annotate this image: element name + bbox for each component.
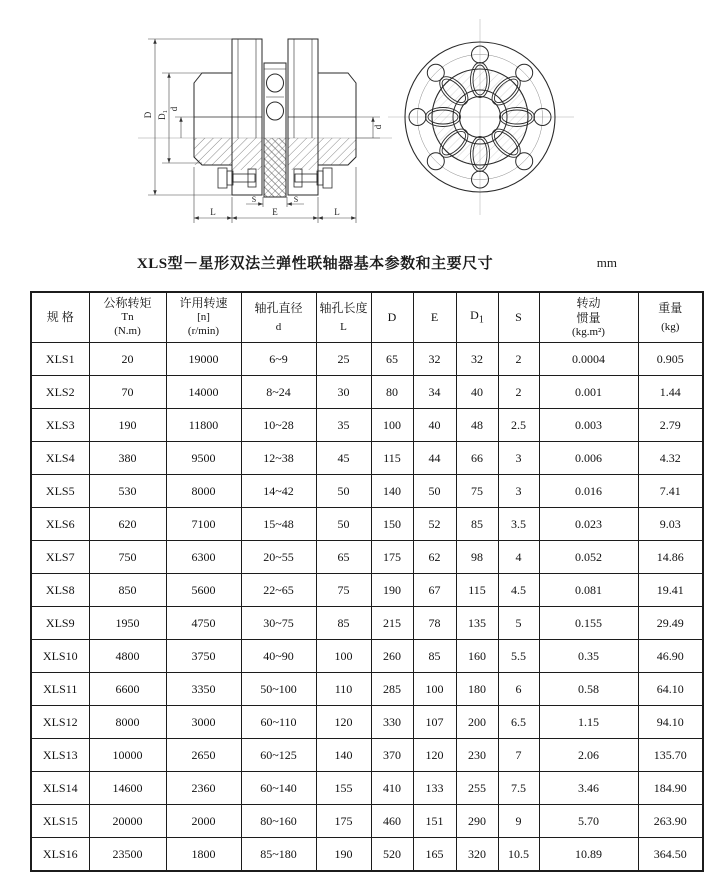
- cell-length-L: 25: [316, 343, 371, 376]
- cell-D1: 180: [456, 673, 498, 706]
- cell-bore-d: 14~42: [241, 475, 316, 508]
- cell-E: 78: [413, 607, 456, 640]
- cell-D: 285: [371, 673, 413, 706]
- col-torque: 公称转矩 Tn (N.m): [89, 292, 166, 343]
- cell-weight: 14.86: [638, 541, 703, 574]
- cell-inertia: 0.081: [539, 574, 638, 607]
- cell-model: XLS3: [31, 409, 89, 442]
- cell-length-L: 100: [316, 640, 371, 673]
- cell-speed: 6300: [166, 541, 241, 574]
- cell-speed: 3000: [166, 706, 241, 739]
- cell-weight: 64.10: [638, 673, 703, 706]
- cell-S: 6: [498, 673, 539, 706]
- cell-speed: 5600: [166, 574, 241, 607]
- cell-E: 52: [413, 508, 456, 541]
- cell-weight: 263.90: [638, 805, 703, 838]
- cell-torque: 23500: [89, 838, 166, 872]
- cell-speed: 9500: [166, 442, 241, 475]
- dim-label-S-left: S: [251, 195, 257, 204]
- cell-E: 100: [413, 673, 456, 706]
- cell-model: XLS1: [31, 343, 89, 376]
- cell-torque: 8000: [89, 706, 166, 739]
- cell-bore-d: 50~100: [241, 673, 316, 706]
- cell-bore-d: 20~55: [241, 541, 316, 574]
- cell-length-L: 75: [316, 574, 371, 607]
- cell-length-L: 50: [316, 508, 371, 541]
- cell-S: 5.5: [498, 640, 539, 673]
- cell-bore-d: 80~160: [241, 805, 316, 838]
- cell-bore-d: 85~180: [241, 838, 316, 872]
- cell-inertia: 0.35: [539, 640, 638, 673]
- cell-D1: 320: [456, 838, 498, 872]
- cell-weight: 19.41: [638, 574, 703, 607]
- cell-D: 100: [371, 409, 413, 442]
- cell-weight: 0.905: [638, 343, 703, 376]
- cell-D: 370: [371, 739, 413, 772]
- cell-weight: 29.49: [638, 607, 703, 640]
- cell-model: XLS14: [31, 772, 89, 805]
- cell-torque: 4800: [89, 640, 166, 673]
- cell-weight: 4.32: [638, 442, 703, 475]
- cell-E: 62: [413, 541, 456, 574]
- cell-S: 5: [498, 607, 539, 640]
- table-row: [31, 574, 703, 607]
- cell-weight: 94.10: [638, 706, 703, 739]
- cell-D1: 48: [456, 409, 498, 442]
- cell-speed: 11800: [166, 409, 241, 442]
- cell-E: 85: [413, 640, 456, 673]
- cell-weight: 1.44: [638, 376, 703, 409]
- table-row: [31, 706, 703, 739]
- cell-inertia: 0.016: [539, 475, 638, 508]
- cell-D: 140: [371, 475, 413, 508]
- table-row: [31, 442, 703, 475]
- cell-torque: 190: [89, 409, 166, 442]
- cell-model: XLS13: [31, 739, 89, 772]
- cell-torque: 10000: [89, 739, 166, 772]
- table-row: [31, 475, 703, 508]
- cell-D: 115: [371, 442, 413, 475]
- cell-speed: 2000: [166, 805, 241, 838]
- col-weight: 重量 (kg): [638, 292, 703, 343]
- cell-bore-d: 6~9: [241, 343, 316, 376]
- cell-D: 410: [371, 772, 413, 805]
- cell-length-L: 85: [316, 607, 371, 640]
- table-row: [31, 805, 703, 838]
- cell-inertia: 10.89: [539, 838, 638, 872]
- table-row: [31, 508, 703, 541]
- cell-weight: 184.90: [638, 772, 703, 805]
- cell-model: XLS9: [31, 607, 89, 640]
- cell-S: 4: [498, 541, 539, 574]
- technical-drawing: [100, 5, 600, 245]
- cell-inertia: 0.58: [539, 673, 638, 706]
- cell-speed: 2360: [166, 772, 241, 805]
- table-row: [31, 607, 703, 640]
- cell-length-L: 65: [316, 541, 371, 574]
- cell-E: 50: [413, 475, 456, 508]
- cell-torque: 70: [89, 376, 166, 409]
- cell-torque: 380: [89, 442, 166, 475]
- table-row: [31, 541, 703, 574]
- cell-inertia: 0.0004: [539, 343, 638, 376]
- cell-weight: 9.03: [638, 508, 703, 541]
- cell-inertia: 0.003: [539, 409, 638, 442]
- cell-D: 460: [371, 805, 413, 838]
- col-E: E: [413, 292, 456, 343]
- cell-S: 3: [498, 475, 539, 508]
- table-row: [31, 343, 703, 376]
- cell-torque: 850: [89, 574, 166, 607]
- page-title: XLS型－星形双法兰弹性联轴器基本参数和主要尺寸: [136, 256, 494, 272]
- cell-model: XLS15: [31, 805, 89, 838]
- cell-D1: 85: [456, 508, 498, 541]
- left-bolt: [218, 168, 256, 188]
- cell-model: XLS6: [31, 508, 89, 541]
- dim-label-S-right: S: [293, 195, 299, 204]
- cell-D1: 255: [456, 772, 498, 805]
- cell-inertia: 5.70: [539, 805, 638, 838]
- cell-length-L: 120: [316, 706, 371, 739]
- cell-S: 9: [498, 805, 539, 838]
- cell-E: 32: [413, 343, 456, 376]
- cell-inertia: 0.006: [539, 442, 638, 475]
- cell-length-L: 110: [316, 673, 371, 706]
- cell-model: XLS12: [31, 706, 89, 739]
- col-model: 规 格: [31, 292, 89, 343]
- cell-speed: 7100: [166, 508, 241, 541]
- cell-torque: 1950: [89, 607, 166, 640]
- cell-speed: 8000: [166, 475, 241, 508]
- col-D1: $D_1$: [456, 292, 498, 343]
- cell-D1: 98: [456, 541, 498, 574]
- cell-D: 215: [371, 607, 413, 640]
- cell-E: 40: [413, 409, 456, 442]
- cell-torque: 20: [89, 343, 166, 376]
- cell-speed: 3350: [166, 673, 241, 706]
- cell-model: XLS11: [31, 673, 89, 706]
- cell-E: 44: [413, 442, 456, 475]
- table-body: [31, 343, 703, 872]
- cell-speed: 2650: [166, 739, 241, 772]
- cell-S: 7.5: [498, 772, 539, 805]
- cell-length-L: 155: [316, 772, 371, 805]
- cell-S: 4.5: [498, 574, 539, 607]
- cell-D1: 290: [456, 805, 498, 838]
- cell-D1: 40: [456, 376, 498, 409]
- col-speed: 许用转速 [n] (r/min): [166, 292, 241, 343]
- dim-label-E: E: [272, 207, 278, 217]
- cell-E: 34: [413, 376, 456, 409]
- cell-inertia: 0.052: [539, 541, 638, 574]
- cell-bore-d: 8~24: [241, 376, 316, 409]
- cell-weight: 135.70: [638, 739, 703, 772]
- cell-model: XLS4: [31, 442, 89, 475]
- cell-E: 107: [413, 706, 456, 739]
- cell-S: 6.5: [498, 706, 539, 739]
- dim-label-d-right: d: [373, 124, 383, 130]
- cell-length-L: 35: [316, 409, 371, 442]
- cell-E: 120: [413, 739, 456, 772]
- cell-D: 65: [371, 343, 413, 376]
- cell-model: XLS8: [31, 574, 89, 607]
- cell-speed: 14000: [166, 376, 241, 409]
- cell-S: 2: [498, 343, 539, 376]
- cell-bore-d: 60~140: [241, 772, 316, 805]
- cell-bore-d: 40~90: [241, 640, 316, 673]
- cell-model: XLS16: [31, 838, 89, 872]
- cell-bore-d: 60~110: [241, 706, 316, 739]
- cell-inertia: 0.001: [539, 376, 638, 409]
- cell-length-L: 45: [316, 442, 371, 475]
- cell-inertia: 2.06: [539, 739, 638, 772]
- cell-inertia: 0.023: [539, 508, 638, 541]
- cell-speed: 19000: [166, 343, 241, 376]
- cell-bore-d: 22~65: [241, 574, 316, 607]
- cell-D1: 75: [456, 475, 498, 508]
- unit-label: mm: [596, 255, 617, 270]
- col-bore-length: 轴孔长度 L: [316, 292, 371, 343]
- cell-weight: 46.90: [638, 640, 703, 673]
- cell-length-L: 30: [316, 376, 371, 409]
- cell-inertia: 1.15: [539, 706, 638, 739]
- cell-D1: 135: [456, 607, 498, 640]
- cell-bore-d: 30~75: [241, 607, 316, 640]
- col-inertia: 转动 惯量 (kg.m²): [539, 292, 638, 343]
- table-header-row: [31, 292, 703, 343]
- cell-D1: 160: [456, 640, 498, 673]
- cell-S: 3: [498, 442, 539, 475]
- cell-D1: 230: [456, 739, 498, 772]
- cell-D: 175: [371, 541, 413, 574]
- dim-label-L-right: L: [334, 207, 340, 217]
- cell-model: XLS5: [31, 475, 89, 508]
- cell-torque: 14600: [89, 772, 166, 805]
- dim-label-D: D: [143, 111, 153, 119]
- table-row: [31, 409, 703, 442]
- table-row: [31, 772, 703, 805]
- table-row: [31, 739, 703, 772]
- cell-bore-d: 60~125: [241, 739, 316, 772]
- cell-model: XLS2: [31, 376, 89, 409]
- cell-E: 133: [413, 772, 456, 805]
- front-view: [388, 19, 574, 215]
- dim-label-d-left: d: [169, 106, 179, 112]
- cell-D1: 115: [456, 574, 498, 607]
- right-bolt: [294, 168, 332, 188]
- cell-bore-d: 15~48: [241, 508, 316, 541]
- table-row: [31, 673, 703, 706]
- cell-length-L: 190: [316, 838, 371, 872]
- table-row: [31, 640, 703, 673]
- cell-weight: 2.79: [638, 409, 703, 442]
- cell-torque: 750: [89, 541, 166, 574]
- side-view-dimensions: [143, 39, 383, 223]
- cell-torque: 620: [89, 508, 166, 541]
- dim-label-D1: $D_1$: [157, 110, 169, 120]
- cell-D: 190: [371, 574, 413, 607]
- cell-S: 2.5: [498, 409, 539, 442]
- cell-model: XLS7: [31, 541, 89, 574]
- col-S: S: [498, 292, 539, 343]
- cell-D1: 32: [456, 343, 498, 376]
- col-bore-diameter: 轴孔直径 d: [241, 292, 316, 343]
- table-row: [31, 376, 703, 409]
- cell-D: 260: [371, 640, 413, 673]
- cell-inertia: 3.46: [539, 772, 638, 805]
- cell-S: 7: [498, 739, 539, 772]
- cell-inertia: 0.155: [539, 607, 638, 640]
- cell-speed: 4750: [166, 607, 241, 640]
- cell-S: 2: [498, 376, 539, 409]
- cell-model: XLS10: [31, 640, 89, 673]
- cell-D: 80: [371, 376, 413, 409]
- cell-E: 151: [413, 805, 456, 838]
- side-section-view: [138, 39, 392, 197]
- cell-torque: 6600: [89, 673, 166, 706]
- cell-length-L: 50: [316, 475, 371, 508]
- table-row: [31, 838, 703, 872]
- cell-D1: 66: [456, 442, 498, 475]
- cell-length-L: 140: [316, 739, 371, 772]
- col-D: D: [371, 292, 413, 343]
- cell-weight: 7.41: [638, 475, 703, 508]
- cell-bore-d: 10~28: [241, 409, 316, 442]
- cell-D: 330: [371, 706, 413, 739]
- cell-torque: 530: [89, 475, 166, 508]
- cell-S: 3.5: [498, 508, 539, 541]
- cell-speed: 3750: [166, 640, 241, 673]
- cell-weight: 364.50: [638, 838, 703, 872]
- cell-torque: 20000: [89, 805, 166, 838]
- dim-label-L-left: L: [210, 207, 216, 217]
- cell-length-L: 175: [316, 805, 371, 838]
- spec-table: [30, 291, 704, 872]
- cell-D: 150: [371, 508, 413, 541]
- cell-speed: 1800: [166, 838, 241, 872]
- cell-S: 10.5: [498, 838, 539, 872]
- cell-D: 520: [371, 838, 413, 872]
- cell-bore-d: 12~38: [241, 442, 316, 475]
- cell-E: 165: [413, 838, 456, 872]
- cell-D1: 200: [456, 706, 498, 739]
- cell-E: 67: [413, 574, 456, 607]
